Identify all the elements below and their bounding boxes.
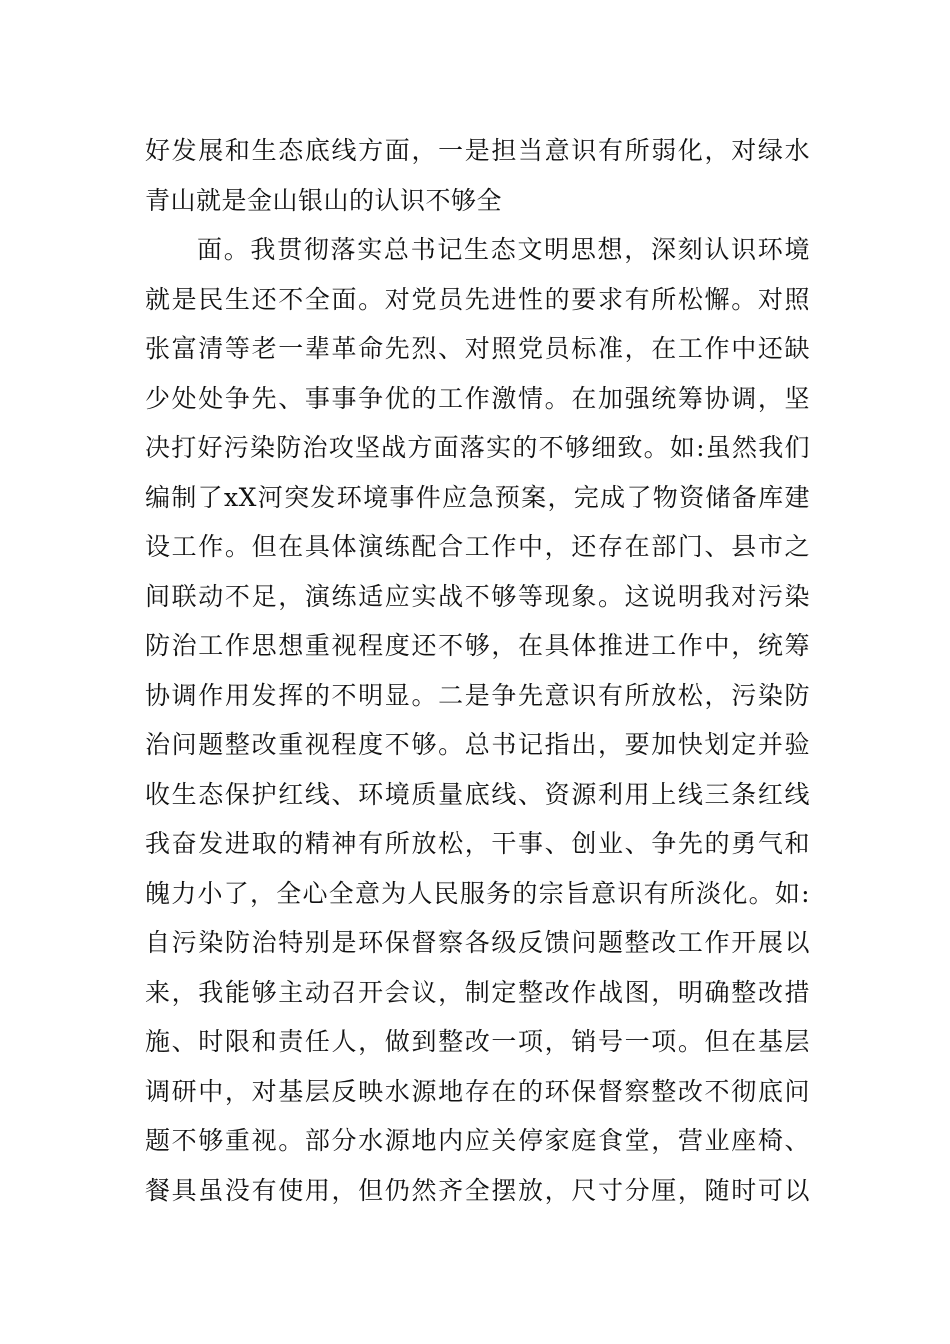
text-line: 编制了xX河突发环境事件应急预案，完成了物资储备库建 bbox=[145, 482, 810, 512]
text-line: 施、时限和责任人，做到整改一项，销号一项。但在基层 bbox=[145, 1027, 810, 1056]
text-line: 魄力小了，全心全意为人民服务的宗旨意识有所淡化。如: bbox=[145, 878, 810, 908]
text-line: 收生态保护红线、环境质量底线、资源利用上线三条红线 bbox=[145, 779, 810, 809]
text-line: 自污染防治特别是环保督察各级反馈问题整改工作开展以 bbox=[145, 928, 810, 957]
body-text bbox=[145, 126, 810, 1215]
text-line: 题不够重视。部分水源地内应关停家庭食堂，营业座椅、 bbox=[145, 1126, 810, 1155]
text-line: 青山就是金山银山的认识不够全 bbox=[145, 185, 503, 215]
text-line: 调研中，对基层反映水源地存在的环保督察整改不彻底问 bbox=[145, 1076, 810, 1106]
text-line: 张富清等老一辈革命先烈、对照党员标准，在工作中还缺 bbox=[145, 334, 810, 363]
text-line: 餐具虽没有使用，但仍然齐全摆放，尺寸分厘，随时可以 bbox=[145, 1175, 810, 1205]
text-line: 决打好污染防治攻坚战方面落实的不够细致。如:虽然我们 bbox=[145, 433, 810, 462]
text-line: 我奋发进取的精神有所放松，干事、创业、争先的勇气和 bbox=[145, 829, 810, 858]
text-line: 面。我贯彻落实总书记生态文明思想，深刻认识环境 bbox=[197, 235, 810, 264]
text-line: 就是民生还不全面。对党员先进性的要求有所松懈。对照 bbox=[145, 284, 810, 314]
text-line: 间联动不足，演练适应实战不够等现象。这说明我对污染 bbox=[145, 581, 810, 611]
text-line: 防治工作思想重视程度还不够，在具体推进工作中，统筹 bbox=[145, 631, 810, 660]
text-line: 好发展和生态底线方面，一是担当意识有所弱化，对绿水 bbox=[145, 136, 810, 165]
text-line: 设工作。但在具体演练配合工作中，还存在部门、县市之 bbox=[145, 532, 810, 561]
text-line: 少处处争先、事事争优的工作激情。在加强统筹协调，坚 bbox=[145, 383, 810, 413]
text-line: 协调作用发挥的不明显。二是争先意识有所放松，污染防 bbox=[145, 680, 810, 710]
text-line: 治问题整改重视程度不够。总书记指出，要加快划定并验 bbox=[145, 730, 810, 759]
text-line: 来，我能够主动召开会议，制定整改作战图，明确整改措 bbox=[145, 977, 810, 1007]
